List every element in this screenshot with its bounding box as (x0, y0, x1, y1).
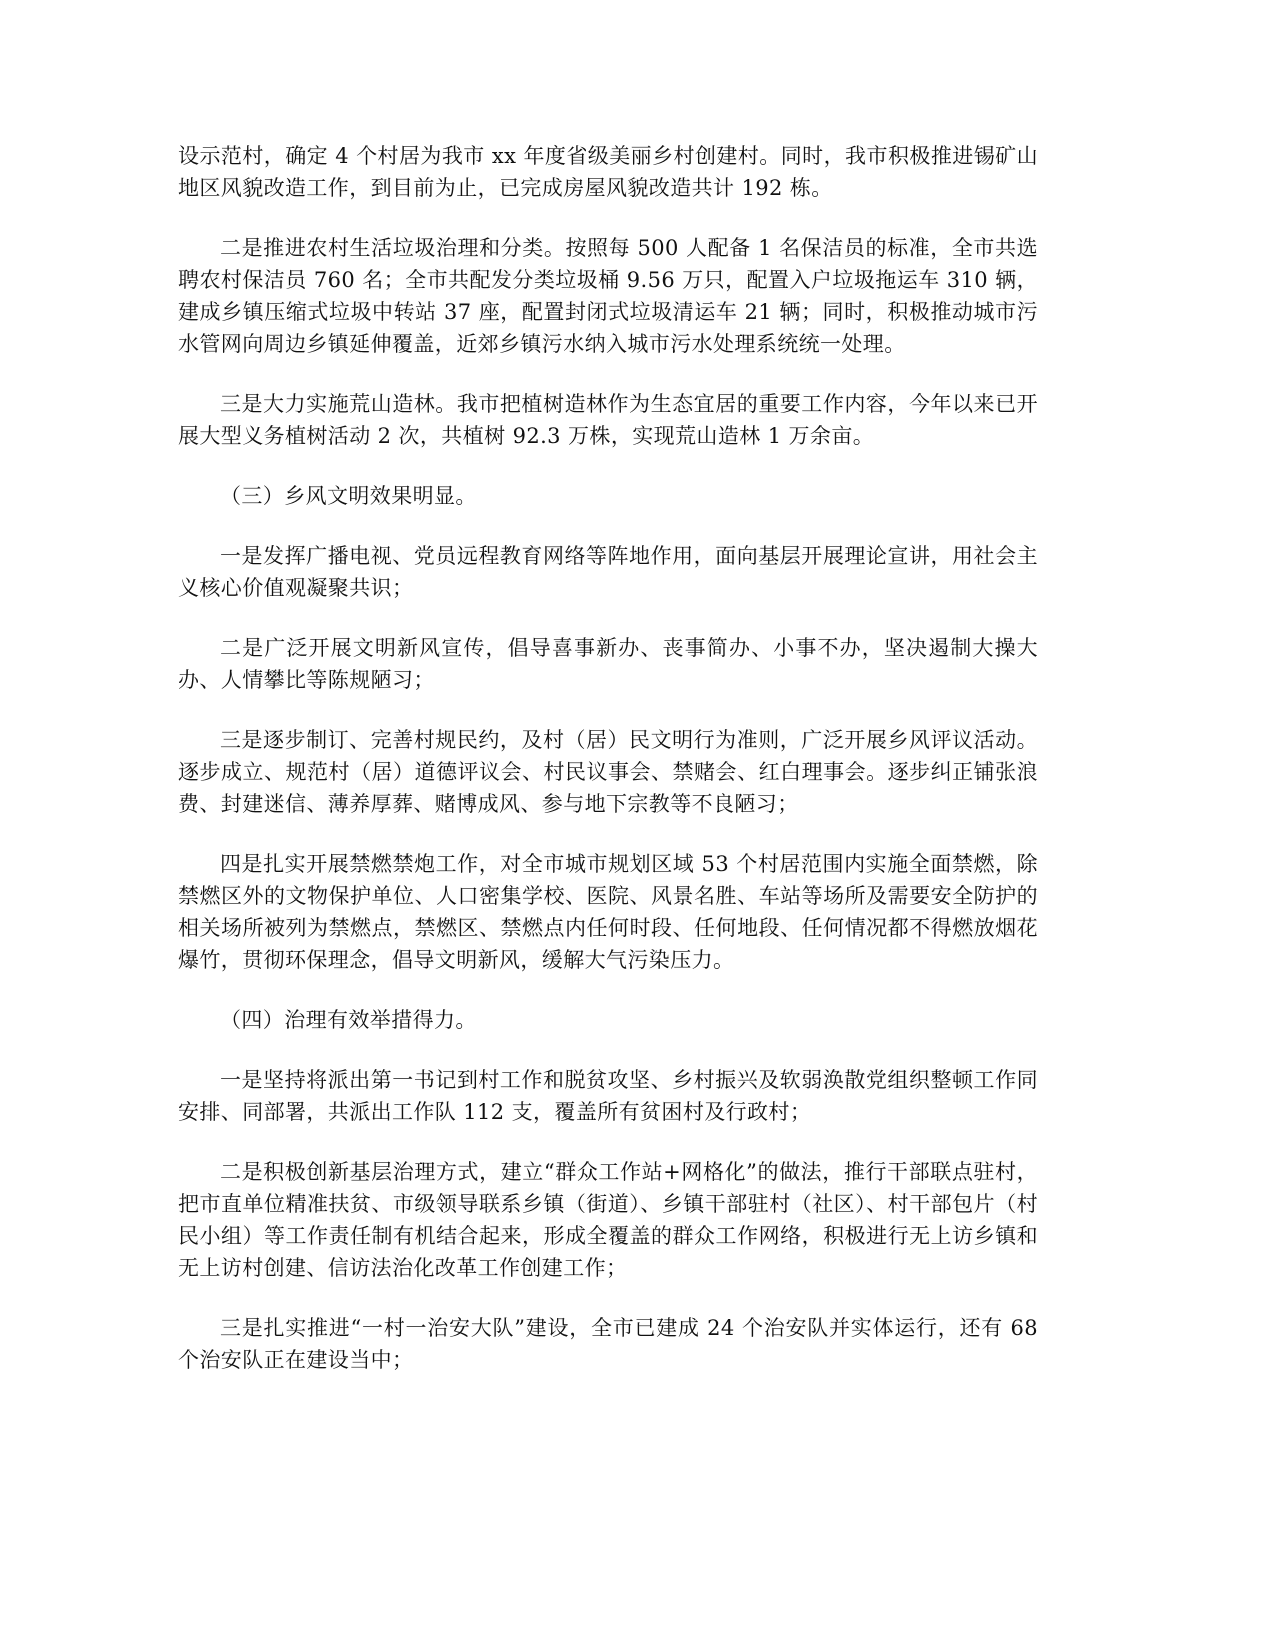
paragraph-theory-outreach: 一是发挥广播电视、党员远程教育网络等阵地作用，面向基层开展理论宣讲，用社会主义核心价值观凝聚共识； (178, 544, 1038, 600)
paragraph-continuation: 设示范村，确定 4 个村居为我市 xx 年度省级美丽乡村创建村。同时，我市积极推进锡矿山地区风貌改造工作，到目前为止，已完成房屋风貌改造共计 192 栋。 (178, 144, 1038, 200)
document-page (178, 140, 1038, 1404)
paragraph-garbage-treatment: 二是推进农村生活垃圾治理和分类。按照每 500 人配备 1 名保洁员的标准，全市共选聘农村保洁员 760 名；全市共配发分类垃圾桶 9.56 万只，配置入户垃圾拖运车 310 辆，建成乡镇压缩式垃圾中转站 37 座，配置封闭式垃圾清运车 21 辆；同时，积极推动城市污水管网向周边乡镇延伸覆盖，近郊乡镇污水纳入城市污水处理系统统一处理。 (178, 236, 1038, 356)
paragraph-first-secretary: 一是坚持将派出第一书记到村工作和脱贫攻坚、乡村振兴及软弱涣散党组织整顿工作同安排、同部署，共派出工作队 112 支，覆盖所有贫困村及行政村； (178, 1068, 1038, 1124)
paragraph-grassroots-governance: 二是积极创新基层治理方式，建立“群众工作站+网格化”的做法，推行干部联点驻村，把市直单位精准扶贫、市级领导联系乡镇（街道）、乡镇干部驻村（社区）、村干部包片（村民小组）等工作责任制有机结合起来，形成全覆盖的群众工作网络，积极进行无上访乡镇和无上访村创建、信访法治化改革工作创建工作； (178, 1160, 1038, 1280)
paragraph-afforestation: 三是大力实施荒山造林。我市把植树造林作为生态宜居的重要工作内容，今年以来已开展大型义务植树活动 2 次，共植树 92.3 万株，实现荒山造林 1 万余亩。 (178, 392, 1038, 448)
paragraph-new-customs: 二是广泛开展文明新风宣传，倡导喜事新办、丧事简办、小事不办，坚决遏制大操大办、人情攀比等陈规陋习； (178, 636, 1038, 692)
paragraph-village-rules: 三是逐步制订、完善村规民约，及村（居）民文明行为准则，广泛开展乡风评议活动。逐步成立、规范村（居）道德评议会、村民议事会、禁赌会、红白理事会。逐步纠正铺张浪费、封建迷信、薄养厚葬、赌博成风、参与地下宗教等不良陋习； (178, 728, 1038, 816)
paragraph-security-brigade: 三是扎实推进“一村一治安大队”建设，全市已建成 24 个治安队并实体运行，还有 68 个治安队正在建设当中； (178, 1316, 1038, 1372)
section-heading-governance: （四）治理有效举措得力。 (220, 1008, 477, 1032)
paragraph-fireworks-ban: 四是扎实开展禁燃禁炮工作，对全市城市规划区域 53 个村居范围内实施全面禁燃，除禁燃区外的文物保护单位、人口密集学校、医院、风景名胜、车站等场所及需要安全防护的相关场所被列为禁燃点，禁燃区、禁燃点内任何时段、任何地段、任何情况都不得燃放烟花爆竹，贯彻环保理念，倡导文明新风，缓解大气污染压力。 (178, 852, 1038, 972)
section-heading-rural-civility: （三）乡风文明效果明显。 (220, 484, 477, 508)
